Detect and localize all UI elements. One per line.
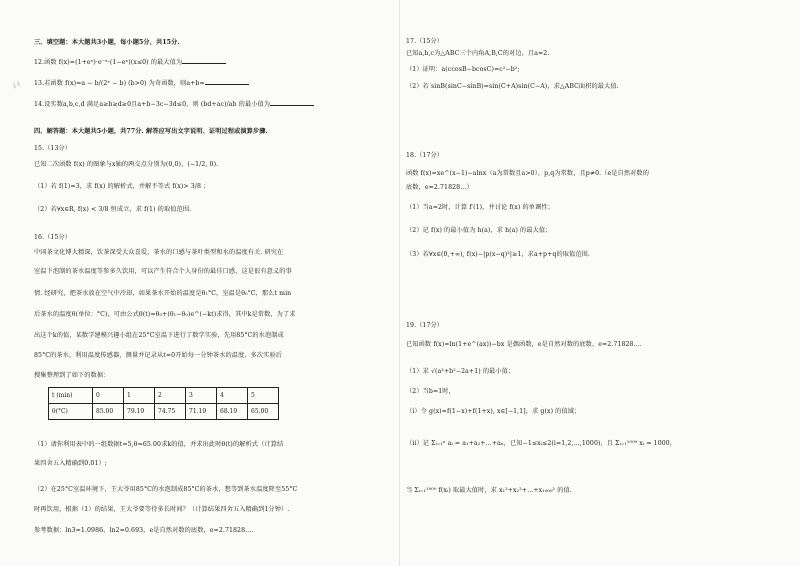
question-14: 14.设实数a,b,c,d 满足a≥b≥d≥0且a+b−3c−3d≤0，则 (bd+ac)/ab 的最小值为 <box>34 99 314 109</box>
question-13: 13.若函数 f(x)=a − b/(2ˣ − b) (b>0) 为奇函数，则a+b= <box>34 78 249 88</box>
question-15-part-2: （2）若∀x∈R, f(x) < 3/8 恒成立，求 f(1) 的取值范围. <box>34 206 192 213</box>
question-16-line: 室温下泡制的茶水温度等参多久饮用，可以产生符合个人身份的最佳口感，这是很有意义的事 <box>34 268 292 275</box>
page-fold-line <box>399 0 400 566</box>
question-16-line: 后茶水的温度θ(单位：°C)，可由公式θ(t)=θ₀+(θ₁−θ₀)e^(−kt)求得，其中k是常数，为了求 <box>34 311 296 318</box>
table-cell: 4 <box>217 388 248 404</box>
question-19-text: 已知函数 f(x)=ln(1+e^(ax))−bx 是偶函数，e是自然对数的底数，e≈2.71828…. <box>406 341 642 348</box>
question-16-line: 情. 经研究，把茶水放在空气中冷却，如果茶水开始的温度是θ₁°C，室温是θ₀°C，那么t min <box>34 290 292 297</box>
question-16-line: 搜集整理到了如下的数据： <box>34 372 110 379</box>
question-17-part-1: （1）证明：a(ccosB−bcosC)=c²−b²; <box>406 66 520 73</box>
question-16-line: 中国茶文化博大精深，饮茶深受大众喜爱，茶水的口感与茶叶类型和水的温度有关. 研究在 <box>34 249 284 256</box>
table-cell: 68.19 <box>217 404 248 420</box>
question-15-part-1: （1）若 f(1)=3，求 f(x) 的解析式，并解不等式 f(x)> 3/8 ； <box>34 183 210 190</box>
question-17-title: 17.（15分） <box>406 38 444 45</box>
question-16-line: 出这个k的值，某数学建模兴趣小组在25°C室温下进行了数学实验，先用85°C的水泡制成 <box>34 332 284 339</box>
question-19-part-1: （1）求 √(a²+b²−2a+1) 的最小值； <box>406 368 515 375</box>
question-16-part-1: （1）请你利用表中的一组数据t=5,θ=65.00求k的值，并求出此时θ(t)的解析式（计算结 <box>34 441 284 448</box>
question-17-text: 已知a,b,c为△ABC三个内角A,B,C的对边，且a=2. <box>406 50 550 57</box>
table-cell: 3 <box>186 388 217 404</box>
question-15-text: 已知二次函数 f(x) 的图象与x轴的两交点分别为(0,0)，(−1/2, 0). <box>34 161 219 168</box>
question-16-part-1-cont: 果四舍五入精确到0.01）; <box>34 460 107 467</box>
question-18-text-cont: 底数，e≈2.71828…） <box>406 184 473 191</box>
question-12: 12.函数 f(x)=(1+eˣ)·e⁻ˣ·(1−eˣ)(x≤0) 的最大值为 <box>34 57 226 67</box>
fill-in-section-header: 三、填空题：本大题共3小题，每小题5分，共15分. <box>34 39 180 46</box>
table-row <box>49 404 279 420</box>
question-18-title: 18.（17分） <box>406 152 444 159</box>
question-16-title: 16.（15分） <box>34 234 72 241</box>
table-cell: 74.75 <box>155 404 186 420</box>
watermark-stamp: “ <box>8 76 31 105</box>
table-cell: 85.00 <box>93 404 124 420</box>
table-cell: 65.00 <box>248 404 279 420</box>
question-18-part-1: （1）当a=2时，计算 f′(1)，并讨论 f(x) 的单调性； <box>406 204 554 211</box>
question-16-part-2: （2）在25°C室温环境下，王大爷用85°C的水泡制成85°C的茶水，想等到茶水温度降至55°C <box>34 486 298 493</box>
table-header-cell: θ(°C) <box>49 404 93 420</box>
question-18-part-2: （2）记 f(x) 的最小值为 h(a)，求 h(a) 的最大值； <box>406 227 552 234</box>
question-18-text: 函数 f(x)=xe^(x−1)−alnx（a为常数且a>0），p,q为常数，且p≠0.（e是自然对数的 <box>406 170 649 177</box>
answer-section-header: 四、解答题：本大题共5小题，共77分. 解答应写出文字说明、证明过程或演算步骤. <box>34 128 268 135</box>
table-row <box>49 388 279 404</box>
reference-data: 参考数据：ln3≈1.0986，ln2≈0.693，e是自然对数的底数，e≈2.71828…. <box>34 527 254 534</box>
question-19-part-2-ii-end: 当 Σᵢ₌₁¹⁰⁰⁰ f(xᵢ) 取最大值时，求 x₁²+x₂²+…+x₁₀₀₀² 的值. <box>406 487 572 494</box>
table-cell: 79.19 <box>124 404 155 420</box>
table-header-cell: t (min) <box>49 388 93 404</box>
table-cell: 2 <box>155 388 186 404</box>
question-17-part-2: （2）若 sinB(sinC−sinB)=sin(C+A)sin(C−A)，求△ABC面积的最大值. <box>406 83 619 90</box>
temperature-data-table <box>48 387 279 420</box>
table-cell: 1 <box>124 388 155 404</box>
question-19-title: 19.（17分） <box>406 322 444 329</box>
table-cell: 71.19 <box>186 404 217 420</box>
question-18-part-3: （3）若∀x∈(0,+∞), f(x)−|p(x−q)²|≥1，求a+p+q的取值范围. <box>406 251 590 258</box>
question-19-part-2: （2）当b=1时， <box>406 388 455 395</box>
table-cell: 5 <box>248 388 279 404</box>
question-16-part-2-cont: 时再饮用，根据（1）的结果，王大爷要等待多长时间？（计算结果四舍五入精确到1分钟）. <box>34 506 290 513</box>
question-15-title: 15.（13分） <box>34 145 72 152</box>
question-19-part-2-ii: （ii）记 Σᵢ₌₁ⁿ aᵢ = a₁+a₂+…+aₙ，已知−1≤xᵢ≤2(i=1,2,…,1000)，且 Σᵢ₌₁¹⁰⁰⁰ xᵢ = 1000， <box>406 440 677 447</box>
question-16-line: 85°C的茶水，利用温度传感器，测量并记录从t=0开始每一分钟茶水的温度，多次实验后 <box>34 352 283 359</box>
question-19-part-2-i: （i）令 g(x)=f(1−x)+f(1+x), x∈[−1,1]，求 g(x) 的值域； <box>406 408 581 415</box>
table-cell: 0 <box>93 388 124 404</box>
